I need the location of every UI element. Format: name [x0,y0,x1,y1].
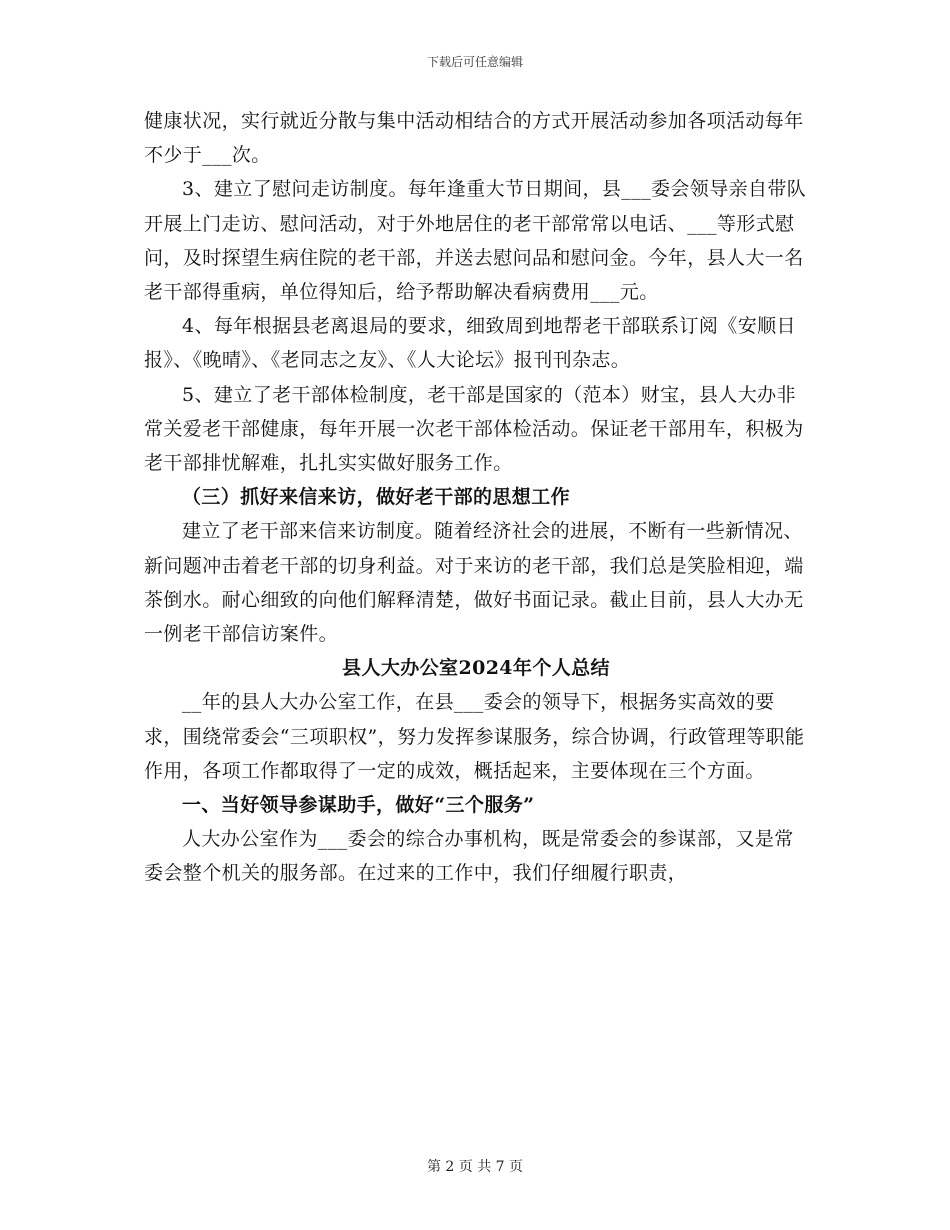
page-header: 下载后可任意编辑 [426,55,523,69]
document-title: 县人大办公室2024年个人总结 [342,657,610,680]
paragraph: 4、每年根据县老离退局的要求，细致周到地帮老干部联系订阅《安顺日报》、《晚晴》、《老同志之友》、《人大论坛》报刊刊杂志。 [144,315,796,372]
section-heading: （三）抓好来信来访，做好老干部的思想工作 [182,486,571,509]
paragraph: 5、建立了老干部体检制度，老干部是国家的（范本）财宝，县人大办非常关爱老干部健康，每年开展一次老干部体检活动。保证老干部用车，积极为老干部排忧解难，扎扎实实做好服务工作。 [144,383,804,475]
section-heading: 一、当好领导参谋助手，做好“三个服务” [182,794,535,817]
paragraph: 3、建立了慰问走访制度。每年逢重大节日期间，县___委会领导亲自带队开展上门走访、慰问活动，对于外地居住的老干部常常以电话、___等形式慰问，及时探望生病住院的老干部，并送去慰问品和慰问金。今年，县人大一名老干部得重病，单位得知后，给予帮助解决看病费用___元。 [144,178,807,304]
paragraph: 人大办公室作为___委会的综合办事机构，既是常委会的参谋部，又是常委会整个机关的服务部。在过来的工作中，我们仔细履行职责， [144,828,794,885]
paragraph: 健康状况，实行就近分散与集中活动相结合的方式开展活动参加各项活动每年不少于___次。 [144,110,804,167]
document-body [144,104,808,891]
paragraph: 建立了老干部来信来访制度。随着经济社会的进展，不断有一些新情况、新问题冲击着老干部的切身利益。对于来访的老干部，我们总是笑脸相迎，端茶倒水。耐心细致的向他们解释清楚，做好书面记录。截止目前，县人大办无一例老干部信访案件。 [144,520,804,646]
paragraph: __年的县人大办公室工作，在县___委会的领导下，根据务实高效的要求，围绕常委会“三项职权”，努力发挥参谋服务，综合协调，行政管理等职能作用，各项工作都取得了一定的成效，概括起来，主要体现在三个方面。 [144,691,805,782]
page-number: 第 2 页 共 7 页 [426,1159,524,1175]
